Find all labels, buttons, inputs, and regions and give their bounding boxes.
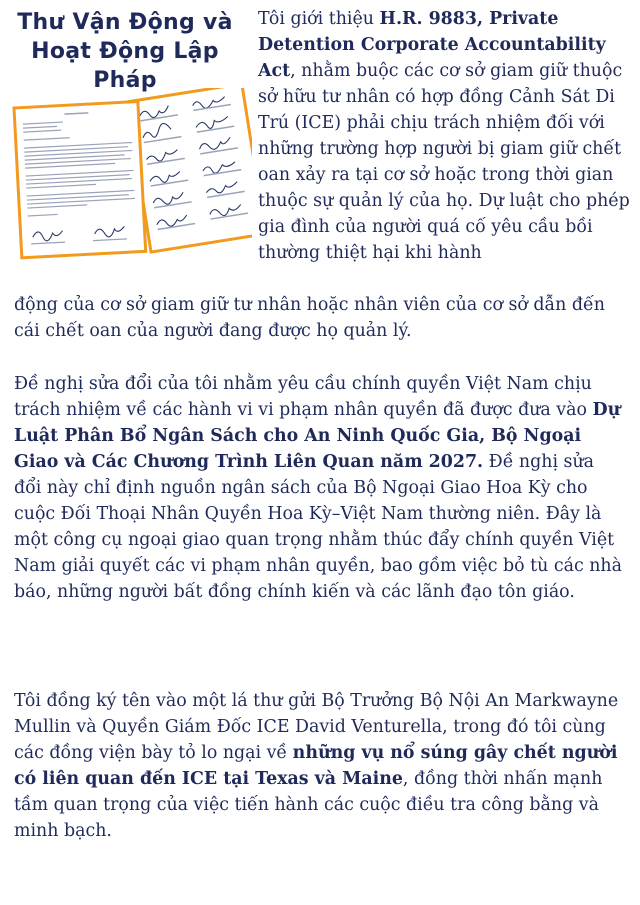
- page-title: Thư Vận Động và Hoạt Động Lập Pháp: [17, 10, 233, 93]
- paragraph-3-body: , đồng thời nhấn mạnh tầm quan trọng của việc tiến hành các cuộc điều tra công bằng và minh bạch.: [14, 769, 603, 841]
- paragraph-3-intro: Tôi đồng ký tên vào một lá thư gửi Bộ Trưởng Bộ Nội An Markwayne Mullin và Quyền Giám Đốc ICE David Venturella, trong đó tôi cùng các đồng viện bày tỏ lo ngại về: [14, 691, 619, 763]
- paragraph-hr-9883-continued: [14, 292, 626, 344]
- paragraph-1-intro: Tôi giới thiệu: [258, 9, 380, 29]
- paragraph-hr-9883: [258, 6, 630, 266]
- bill-name: H.R. 9883, Private Detention Corporate Accountability Act: [258, 9, 606, 81]
- paragraph-1-body: , nhằm buộc các cơ sở giam giữ thuộc sở hữu tư nhân có hợp đồng Cảnh Sát Di Trú (ICE) phải chịu trách nhiệm đối với những trường hợp người bị giam giữ chết oan xảy ra tại cơ sở hoặc trong thời gian thuộc sự quản lý của họ. Dự luật cho phép gia đình của người quá cố yêu cầu bồi thường thiệt hại khi hành: [258, 61, 630, 263]
- ice-shootings-highlight: những vụ nổ súng gây chết người có liên quan đến ICE tại Texas và Maine: [14, 743, 618, 789]
- paragraph-ice-letter: [14, 688, 626, 844]
- signed-letters-image: [8, 88, 252, 266]
- paragraph-amendment: [14, 371, 626, 605]
- paragraph-1-body-continued: động của cơ sở giam giữ tư nhân hoặc nhân viên của cơ sở dẫn đến cái chết oan của người đang được họ quản lý.: [14, 295, 605, 341]
- paragraph-2-body: Đề nghị sửa đổi này chỉ định nguồn ngân sách của Bộ Ngoại Giao Hoa Kỳ cho cuộc Đối Thoại Nhân Quyền Hoa Kỳ–Việt Nam thường niên. Đây là một công cụ ngoại giao quan trọng nhằm thúc đẩy chính quyền Việt Nam giải quyết các vi phạm nhân quyền, bao gồm việc bỏ tù các nhà báo, những người bất đồng chính kiến và các lãnh đạo tôn giáo.: [14, 452, 622, 602]
- appropriations-bill-name: Dự Luật Phân Bổ Ngân Sách cho An Ninh Quốc Gia, Bộ Ngoại Giao và Các Chương Trình Liên Quan năm 2027.: [14, 400, 621, 472]
- paragraph-2-intro: Đề nghị sửa đổi của tôi nhằm yêu cầu chính quyền Việt Nam chịu trách nhiệm về các hành vi vi phạm nhân quyền đã được đưa vào: [14, 374, 593, 420]
